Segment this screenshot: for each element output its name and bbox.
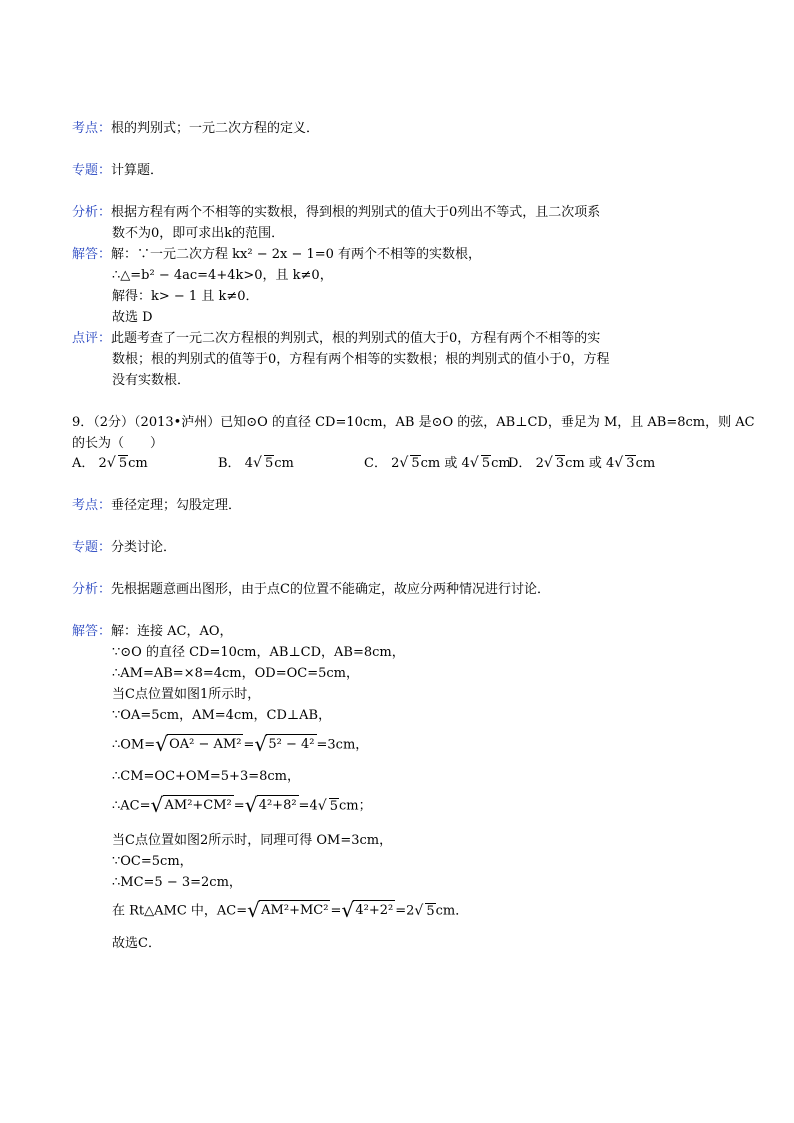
zhuanti-text: 分类讨论． — [111, 540, 177, 555]
option-c-unit: cm — [491, 456, 511, 471]
zhuanti-label: 专题： — [72, 163, 112, 178]
option-c-mid: cm 或 4 — [420, 456, 470, 471]
jieda-row-1 — [72, 247, 481, 263]
sqrt-symbol — [341, 900, 395, 922]
option-d-coef: 2 — [535, 456, 544, 471]
jieda-label: 解答： — [72, 624, 112, 639]
jieda-text: 解：∵一元二次方程 kx² − 2x − 1=0 有两个不相等的实数根， — [111, 247, 482, 262]
solution-line-2: ∵⊙O 的直径 CD=10cm，AB⊥CD，AB=8cm， — [112, 645, 405, 660]
zhuanti-row-2 — [72, 540, 176, 556]
fenxi-row-2 — [72, 582, 550, 598]
solution-line-13: 故选C． — [112, 936, 161, 951]
sqrt-symbol — [318, 796, 339, 818]
rt-mid: =2 — [395, 903, 415, 919]
dianping-row — [72, 331, 600, 347]
sqrt-symbol — [614, 455, 635, 473]
solution-line-6 — [112, 734, 368, 757]
option-b-label: B． — [218, 456, 241, 471]
kaodian-text: 根的判别式；一元二次方程的定义． — [111, 121, 320, 136]
zhuanti-label: 专题： — [72, 540, 112, 555]
sqrt-symbol — [470, 455, 491, 473]
option-a-radicand: 5 — [118, 456, 128, 471]
ac-prefix: ∴AC= — [112, 798, 151, 814]
solution-line-12 — [112, 900, 468, 923]
ac-result: cm； — [339, 798, 372, 814]
dianping-line-2: 数根；根的判别式的值等于0，方程有两个相等的实数根；根的判别式的值小于0，方程 — [112, 352, 610, 367]
option-c-radicand-2: 5 — [481, 456, 491, 471]
rt-result: cm． — [435, 903, 469, 919]
equals: = — [233, 798, 245, 814]
solution-line-10: ∵OC=5cm， — [112, 854, 193, 869]
zhuanti-row-1 — [72, 163, 163, 179]
kaodian-text: 垂径定理；勾股定理． — [111, 498, 242, 513]
kaodian-row-2 — [72, 498, 241, 514]
solution-line-9: 当C点位置如图2所示时，同理可得 OM=3cm， — [112, 833, 393, 848]
fenxi-label: 分析： — [72, 582, 112, 597]
jieda-row-2 — [72, 624, 233, 640]
option-a-unit: cm — [128, 456, 148, 471]
option-a-coef: 2 — [98, 456, 107, 471]
option-c-coef: 2 — [391, 456, 400, 471]
option-c-radicand-1: 5 — [411, 456, 420, 471]
sqrt-symbol — [155, 734, 243, 756]
dianping-text: 此题考查了一元二次方程根的判别式，根的判别式的值大于0，方程有两个不相等的实 — [111, 331, 601, 346]
om-result: =3cm， — [316, 737, 369, 753]
jieda-line-4: 故选 D — [112, 310, 153, 325]
solution-line-3: ∴AM=AB=×8=4cm，OD=OC=5cm， — [112, 666, 359, 681]
option-d-mid: cm 或 4 — [565, 456, 615, 471]
ac-mid: =4 — [298, 798, 318, 814]
ac-radicand-2: 4²+8² — [257, 795, 299, 815]
jieda-line-3: 解得：k> − 1 且 k≠0． — [112, 289, 259, 304]
fenxi-label: 分析： — [72, 205, 112, 220]
rt-radicand-3: 5 — [426, 903, 435, 919]
solution-line-4: 当C点位置如图1所示时， — [112, 687, 261, 702]
rt-prefix: 在 Rt△AMC 中，AC= — [112, 903, 248, 919]
equals: = — [243, 737, 255, 753]
option-b-radicand: 5 — [264, 456, 274, 471]
fenxi-text: 先根据题意画出图形，由于点C的位置不能确定，故应分两种情况进行讨论． — [111, 582, 550, 597]
rt-radicand-1: AM²+MC² — [259, 900, 330, 920]
jieda-label: 解答： — [72, 247, 112, 262]
sqrt-symbol — [245, 795, 299, 817]
question-stem-1: 9．（2分）（2013•泸州）已知⊙O 的直径 CD=10cm，AB 是⊙O 的弦，AB⊥CD，垂足为 M，且 AB=8cm，则 AC — [72, 415, 755, 430]
solution-line-1: 解：连接 AC，AO， — [111, 624, 233, 639]
ac-radicand-3: 5 — [329, 798, 338, 814]
option-d-label: D． — [508, 456, 532, 471]
option-c — [364, 455, 511, 473]
option-d-unit: cm — [635, 456, 656, 471]
option-b — [218, 455, 294, 473]
kaodian-label: 考点： — [72, 498, 112, 513]
sqrt-symbol — [414, 901, 435, 923]
solution-line-7: ∴CM=OC+OM=5+3=8cm， — [112, 769, 300, 784]
option-d-radicand-2: 3 — [626, 456, 635, 471]
ac-radicand-1: AM²+CM² — [163, 795, 234, 815]
question-stem-2: 的长为（ ） — [72, 436, 164, 451]
kaodian-label: 考点： — [72, 121, 112, 136]
kaodian-row-1 — [72, 121, 319, 137]
dianping-label: 点评： — [72, 331, 112, 346]
om-radicand-2: 5² − 4² — [266, 734, 316, 754]
om-prefix: ∴OM= — [112, 737, 156, 753]
dianping-line-3: 没有实数根． — [112, 373, 191, 388]
option-c-label: C． — [364, 456, 387, 471]
option-b-unit: cm — [274, 456, 294, 471]
sqrt-symbol — [247, 900, 330, 922]
solution-line-8 — [112, 795, 372, 818]
option-b-coef: 4 — [244, 456, 253, 471]
om-radicand-1: OA² − AM² — [167, 734, 243, 754]
solution-line-11: ∴MC=5 − 3=2cm， — [112, 875, 242, 890]
fenxi-text-2: 数不为0，即可求出k的范围． — [112, 226, 285, 241]
sqrt-symbol — [254, 734, 316, 756]
fenxi-row-1 — [72, 205, 600, 221]
solution-line-5: ∵OA=5cm，AM=4cm，CD⊥AB， — [112, 708, 332, 723]
option-d — [508, 455, 655, 473]
option-d-radicand-1: 3 — [555, 456, 565, 471]
jieda-line-2: ∴△=b² − 4ac=4+4k>0，且 k≠0， — [112, 268, 333, 283]
option-a-label: A． — [72, 456, 95, 471]
sqrt-symbol — [399, 455, 420, 473]
equals: = — [330, 903, 342, 919]
zhuanti-text: 计算题． — [111, 163, 164, 178]
option-a — [72, 455, 148, 473]
sqrt-symbol — [107, 455, 128, 473]
sqrt-symbol — [253, 455, 274, 473]
fenxi-text: 根据方程有两个不相等的实数根，得到根的判别式的值大于0列出不等式，且二次项系 — [111, 205, 601, 220]
rt-radicand-2: 4²+2² — [353, 900, 395, 920]
sqrt-symbol — [151, 795, 234, 817]
sqrt-symbol — [544, 455, 565, 473]
